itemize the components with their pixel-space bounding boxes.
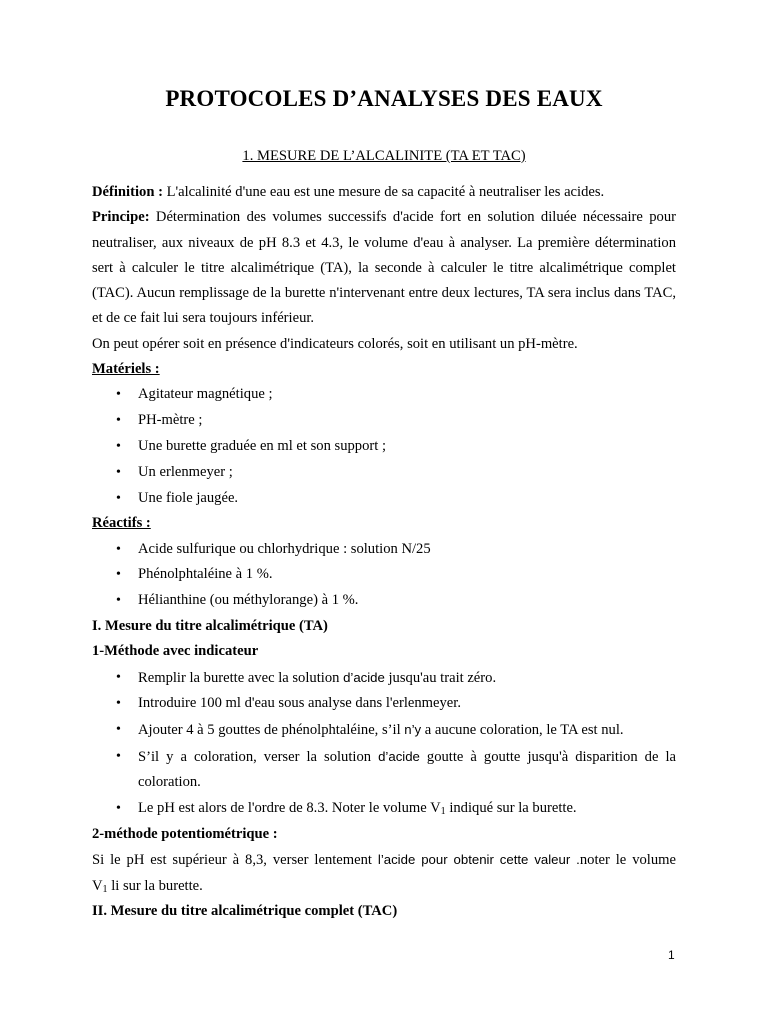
list-item-text: Acide sulfurique ou chlorhydrique : solution N/25 xyxy=(138,540,431,557)
bullet-icon: • xyxy=(116,593,121,609)
step-text: Introduire 100 ml d'eau sous analyse dans l'erlenmeyer. xyxy=(138,695,461,712)
indicator-note: On peut opérer soit en présence d'indicateurs colorés, soit en utilisant un pH-mètre. xyxy=(92,335,578,352)
page-number: 1 xyxy=(668,948,675,962)
bullet-icon: • xyxy=(116,669,121,685)
method1-steps xyxy=(92,665,676,822)
method2-line2 xyxy=(92,874,676,899)
method2-heading: 2-méthode potentiométrique : xyxy=(92,825,278,842)
step-text: a aucune coloration, le TA est nul. xyxy=(421,722,624,739)
bullet-icon: • xyxy=(116,464,121,480)
list-item-text: Agitateur magnétique ; xyxy=(138,386,273,403)
list-item xyxy=(92,460,676,485)
subscript: 1 xyxy=(102,883,108,895)
subscript: 1 xyxy=(440,806,446,818)
list-item-text: Hélianthine (ou méthylorange) à 1 %. xyxy=(138,592,359,609)
bullet-icon: • xyxy=(116,696,121,712)
reactifs-heading-line xyxy=(92,511,676,536)
step-text-sans: d’acide xyxy=(378,749,420,765)
method2-text: V xyxy=(92,877,103,894)
principe-label: Principe: xyxy=(92,209,150,226)
list-item-text: Un erlenmeyer ; xyxy=(138,463,233,480)
definition-label: Définition : xyxy=(92,184,163,200)
list-item-text: Une fiole jaugée. xyxy=(138,489,239,506)
bullet-icon: • xyxy=(116,490,121,506)
principe-paragraph xyxy=(92,205,676,331)
method2-text: Si le pH est supérieur à 8,3, verser lentement xyxy=(92,852,378,869)
section-I-heading: I. Mesure du titre alcalimétrique (TA) xyxy=(92,618,328,635)
bullet-icon: • xyxy=(116,438,121,454)
step-text: jusqu'au trait zéro. xyxy=(384,669,497,686)
definition-paragraph xyxy=(92,180,676,205)
step-text-sans: n’y xyxy=(404,722,422,738)
bullet-icon: • xyxy=(116,749,121,765)
list-item xyxy=(92,486,676,511)
step-text: Ajouter 4 à 5 gouttes de phénolphtaléine, s’il xyxy=(138,722,405,739)
bullet-icon: • xyxy=(116,801,121,817)
method2-line1 xyxy=(92,847,676,873)
list-item xyxy=(92,691,676,716)
materiels-heading: Matériels : xyxy=(92,361,160,378)
step-text: goutte à goutte jusqu'à disparition de la coloration. xyxy=(138,749,676,791)
materiels-list xyxy=(92,382,676,510)
list-item-text: Phénolphtaléine à 1 %. xyxy=(138,566,273,583)
bullet-icon: • xyxy=(116,567,121,583)
reactifs-heading: Réactifs : xyxy=(92,515,151,532)
definition-text: L'alcalinité d'une eau est une mesure de sa capacité à neutraliser les acides. xyxy=(162,184,605,200)
section-II-heading: II. Mesure du titre alcalimétrique complet (TAC) xyxy=(92,902,398,919)
list-item xyxy=(92,717,676,743)
method2-text-sans: l’acide pour obtenir cette valeur . xyxy=(377,852,580,868)
section-heading: 1. MESURE DE L’ALCALINITE (TA ET TAC) xyxy=(242,148,526,164)
list-item xyxy=(92,382,676,407)
step-text: Remplir la burette avec la solution xyxy=(138,669,344,686)
list-item xyxy=(92,744,676,796)
bullet-icon: • xyxy=(116,722,121,738)
list-item xyxy=(92,665,676,691)
list-item-text: PH-mètre ; xyxy=(138,412,203,429)
step-text: indiqué sur la burette. xyxy=(445,800,577,817)
document-title: PROTOCOLES D’ANALYSES DES EAUX xyxy=(165,86,603,111)
reactifs-list xyxy=(92,537,676,614)
list-item xyxy=(92,796,676,821)
list-item xyxy=(92,408,676,433)
step-text: Le pH est alors de l'ordre de 8.3. Noter le volume V xyxy=(138,800,441,817)
bullet-icon: • xyxy=(116,387,121,403)
list-item xyxy=(92,588,676,613)
step-text-sans: d’acide xyxy=(343,669,385,685)
list-item xyxy=(92,562,676,587)
bullet-icon: • xyxy=(116,541,121,557)
method1-heading: 1-Méthode avec indicateur xyxy=(92,643,259,660)
list-item xyxy=(92,537,676,562)
method2-text: li sur la burette. xyxy=(107,877,203,894)
list-item xyxy=(92,434,676,459)
materiels-heading-line xyxy=(92,357,676,382)
step-text: S’il y a coloration, verser la solution xyxy=(138,749,379,766)
list-item-text: Une burette graduée en ml et son support ; xyxy=(138,437,387,454)
method2-text: noter le volume xyxy=(579,852,676,869)
principe-text: Détermination des volumes successifs d'acide fort en solution diluée nécessaire pour neutraliser, aux niveaux de pH 8.3 et 4.3, le volume d'eau à analyser. La première détermination sert à calculer le titre alcalimétrique (TA), la seconde à calculer le titre alcalimétrique complet (TAC). Aucun remplissage de la burette n'intervenant entre deux lectures, TA sera inclus dans TAC, et de ce fait lui sera toujours inférieur. xyxy=(92,209,676,327)
document-body xyxy=(92,180,676,924)
bullet-icon: • xyxy=(116,413,121,429)
